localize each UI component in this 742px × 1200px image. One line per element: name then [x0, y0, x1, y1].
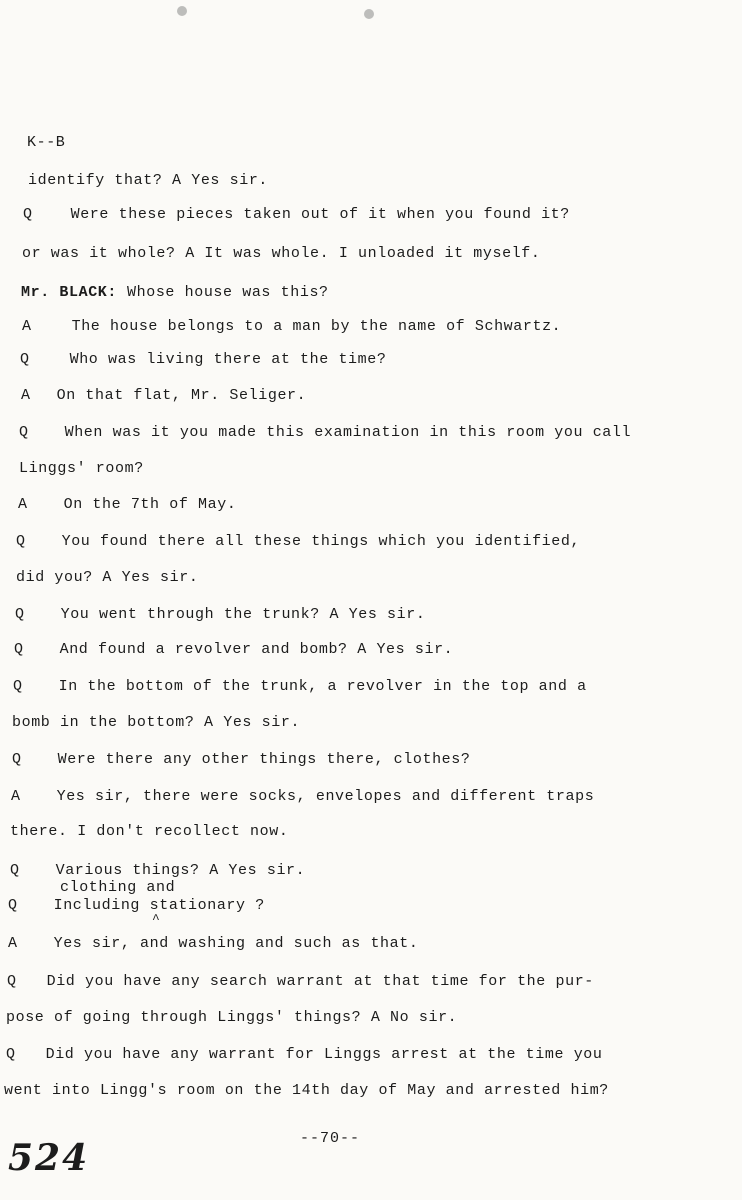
transcript-line: bomb in the bottom? A Yes sir.: [12, 714, 301, 731]
transcript-line: pose of going through Linggs' things? A No sir.: [6, 1009, 458, 1026]
transcript-line: Q Who was living there at the time?: [20, 351, 387, 368]
page-header-label: K--B: [27, 134, 66, 151]
transcript-line: identify that? A Yes sir.: [28, 172, 269, 189]
punch-mark: [364, 9, 374, 19]
transcript-line: Q In the bottom of the trunk, a revolver in the top and a: [13, 678, 587, 695]
transcript-line: Q Were these pieces taken out of it when you found it?: [23, 206, 570, 223]
transcript-line: went into Lingg's room on the 14th day of May and arrested him?: [4, 1082, 609, 1099]
transcript-line: Linggs' room?: [19, 460, 144, 477]
transcript-line: Q Did you have any search warrant at that time for the pur-: [7, 973, 594, 990]
transcript-line: Q Including stationary ?: [8, 897, 265, 914]
transcript-line: A Yes sir, there were socks, envelopes and different traps: [11, 788, 595, 805]
transcript-line: A On that flat, Mr. Seliger.: [21, 387, 307, 404]
transcript-line: Q Were there any other things there, clothes?: [12, 751, 471, 768]
transcript-line: A On the 7th of May.: [18, 496, 237, 513]
transcript-line: Q You went through the trunk? A Yes sir.: [15, 606, 426, 623]
transcript-insertion: clothing and: [60, 879, 176, 896]
transcript-line: there. I don't recollect now.: [10, 823, 289, 840]
transcript-line: Q You found there all these things which you identified,: [16, 533, 581, 550]
transcript-line: Q Did you have any warrant for Linggs arrest at the time you: [6, 1046, 603, 1063]
transcript-line: or was it whole? A It was whole. I unloaded it myself.: [22, 245, 541, 262]
transcript-line: Q Various things? A Yes sir.: [10, 862, 306, 879]
transcript-line: did you? A Yes sir.: [16, 569, 199, 586]
transcript-line: A The house belongs to a man by the name of Schwartz.: [22, 318, 562, 335]
page-number: --70--: [300, 1130, 361, 1147]
punch-mark: [177, 6, 187, 16]
transcript-line: Q And found a revolver and bomb? A Yes sir.: [14, 641, 454, 658]
handwritten-page-number: 524: [8, 1137, 90, 1179]
insertion-caret: ^: [152, 912, 160, 927]
transcript-line: Mr. BLACK: Whose house was this?: [21, 284, 329, 301]
transcript-line: Q When was it you made this examination in this room you call: [19, 424, 632, 441]
transcript-line: A Yes sir, and washing and such as that.: [8, 935, 419, 952]
